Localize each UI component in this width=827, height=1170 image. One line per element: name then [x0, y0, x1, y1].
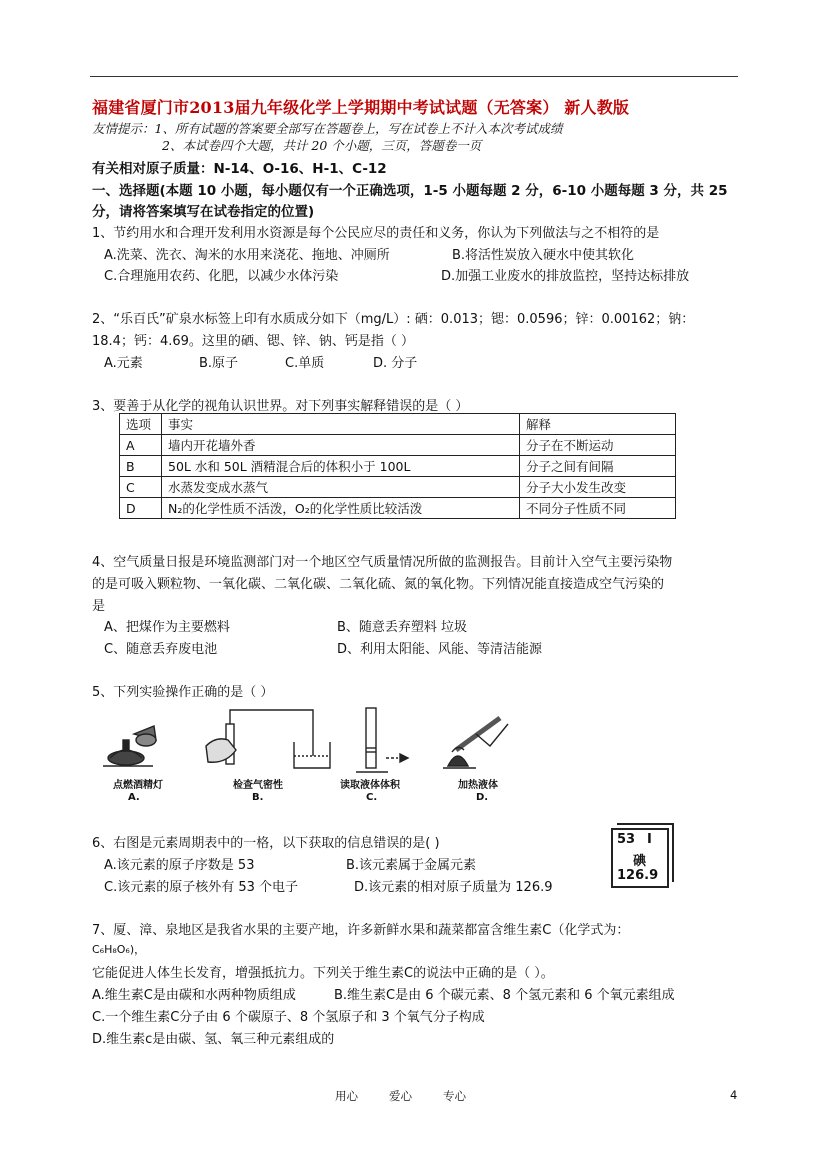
- table-cell: C: [120, 477, 162, 498]
- table-cell: D: [120, 498, 162, 519]
- section1-heading-line1: 一、选择题(本题 10 小题，每小题仅有一个正确选项，1-5 小题每题 2 分，6-10 小题每题 3 分，共 25: [92, 183, 728, 199]
- q7-option-b: B.维生素C是由 6 个碳元素、8 个氢元素和 6 个氧元素组成: [334, 988, 675, 1003]
- table-header-row: [120, 414, 676, 435]
- tip-line-1: 友情提示：1、所有试题的答案要全部写在答题卷上，写在试卷上不计入本次考试成绩: [92, 121, 563, 136]
- element-symbol: I: [647, 832, 652, 847]
- table-cell: 水蒸发变成水蒸气: [162, 477, 520, 498]
- table-header: 事实: [162, 414, 520, 435]
- element-number: 53: [617, 832, 636, 847]
- fig-a-label: A.: [128, 792, 140, 803]
- airtightness-check-icon: [206, 710, 330, 768]
- q2-line-1: 2、“乐百氏”矿泉水标签上印有水质成分如下（mg/L）: 硒：0.013；锶：0.0596；锌：0.00162；钠：: [92, 312, 695, 327]
- q1-option-a: A.洗菜、洗衣、淘米的水用来浇花、拖地、冲厕所: [104, 248, 390, 263]
- read-volume-icon: [356, 708, 408, 772]
- q2-option-b: B.原子: [199, 356, 239, 371]
- q1-stem: 1、节约用水和合理开发利用水资源是每个公民应尽的责任和义务，你认为下列做法与之不相符的是: [92, 226, 660, 241]
- table-row: [120, 498, 676, 519]
- element-name: 碘: [633, 854, 647, 869]
- footer-word: 用心: [335, 1089, 358, 1103]
- page-title: 福建省厦门市2013届九年级化学上学期期中考试试题（无答案） 新人教版: [92, 98, 630, 117]
- q5-stem: 5、下列实验操作正确的是（ ）: [92, 685, 274, 700]
- q7-option-c: C.一个维生素C分子由 6 个碳原子、8 个氢原子和 3 个氧气分子构成: [92, 1010, 485, 1025]
- heat-liquid-icon: [443, 718, 508, 768]
- header-rule: [90, 76, 738, 77]
- q6-option-d: D.该元素的相对原子质量为 126.9: [354, 880, 553, 895]
- table-row: [120, 456, 676, 477]
- lab-operations-illustration: [98, 706, 518, 806]
- table-cell: N₂的化学性质不活泼，O₂的化学性质比较活泼: [162, 498, 520, 519]
- q1-option-b: B.将活性炭放入硬水中使其软化: [452, 248, 635, 263]
- fig-a-caption: 点燃酒精灯: [113, 780, 163, 791]
- q4-line-1: 4、空气质量日报是环境监测部门对一个地区空气质量情况所做的监测报告。目前计入空气主要污染物: [92, 555, 673, 570]
- q4-line-3: 是: [92, 599, 106, 614]
- q7-option-d: D.维生素c是由碳、氢、氧三种元素组成的: [92, 1032, 335, 1047]
- fig-c-caption: 读取液体体积: [340, 780, 400, 791]
- element-mass: 126.9: [617, 868, 659, 883]
- q2-line-2: 18.4；钙：4.69。这里的硒、锶、锌、钠、钙是指（ ）: [92, 334, 415, 349]
- q2-option-a: A.元素: [104, 356, 143, 371]
- footer-word: 爱心: [389, 1089, 412, 1103]
- page-number: 4: [730, 1088, 738, 1102]
- q6-option-a: A.该元素的原子序数是 53: [104, 858, 255, 873]
- q2-option-c: C.单质: [285, 356, 325, 371]
- table-header: 解释: [520, 414, 676, 435]
- q6-stem: 6、右图是元素周期表中的一格，以下获取的信息错误的是( ): [92, 836, 440, 851]
- q1-option-d: D.加强工业废水的排放监控，坚持达标排放: [441, 269, 690, 284]
- q1-option-c: C.合理施用农药、化肥，以减少水体污染: [104, 269, 339, 284]
- table-header: 选项: [120, 414, 162, 435]
- section1-heading-line2: 分，请将答案填写在试卷指定的位置): [92, 204, 315, 220]
- table-cell: 分子之间有间隔: [520, 456, 676, 477]
- table-row: [120, 477, 676, 498]
- table-row: [120, 435, 676, 456]
- fig-b-label: B.: [252, 792, 264, 803]
- fig-c-label: C.: [366, 792, 378, 803]
- table-cell: 墙内开花墙外香: [162, 435, 520, 456]
- q4-option-c: C、随意丢弃废电池: [104, 642, 218, 657]
- alcohol-lamp-icon: [103, 726, 156, 766]
- q4-line-2: 的是可吸入颗粒物、一氧化碳、二氧化碳、二氧化硫、氮的氧化物。下列情况能直接造成空气污染的: [92, 577, 665, 592]
- q4-option-d: D、利用太阳能、风能、等清洁能源: [337, 642, 543, 657]
- q6-option-c: C.该元素的原子核外有 53 个电子: [104, 880, 299, 895]
- atomic-mass-line: 有关相对原子质量：N-14、O-16、H-1、C-12: [92, 161, 387, 177]
- table-cell: A: [120, 435, 162, 456]
- q7-line-1: 7、厦、漳、泉地区是我省水果的主要产地，许多新鲜水果和蔬菜都富含维生素C（化学式为：: [92, 923, 630, 938]
- q7-line-3: 它能促进人体生长发育，增强抵抗力。下列关于维生素C的说法中正确的是（ ）。: [92, 966, 554, 981]
- q7-line-2: C₆H₈O₆)，: [92, 943, 146, 956]
- table-cell: 分子在不断运动: [520, 435, 676, 456]
- q3-table: [119, 413, 676, 519]
- q5-figures: [98, 706, 518, 806]
- q4-option-a: A、把煤作为主要燃料: [104, 620, 230, 635]
- q4-option-b: B、随意丢弃塑料 垃圾: [337, 620, 468, 635]
- q7-option-a: A.维生素C是由碳和水两种物质组成: [92, 988, 296, 1003]
- footer-word: 专心: [443, 1089, 466, 1103]
- table-cell: 分子大小发生改变: [520, 477, 676, 498]
- fig-d-label: D.: [476, 792, 489, 803]
- q3-stem: 3、要善于从化学的视角认识世界。对下列事实解释错误的是（ ）: [92, 399, 469, 414]
- table-cell: B: [120, 456, 162, 477]
- table-cell: 不同分子性质不同: [520, 498, 676, 519]
- q2-option-d: D. 分子: [373, 356, 418, 371]
- tip-line-2: 2、本试卷四个大题，共计 20 个小题，三页，答题卷一页: [162, 138, 482, 153]
- q6-option-b: B.该元素属于金属元素: [346, 858, 477, 873]
- fig-b-caption: 检查气密性: [233, 780, 283, 791]
- periodic-table-cell: [611, 828, 669, 888]
- fig-d-caption: 加热液体: [458, 780, 498, 791]
- table-cell: 50L 水和 50L 酒精混合后的体积小于 100L: [162, 456, 520, 477]
